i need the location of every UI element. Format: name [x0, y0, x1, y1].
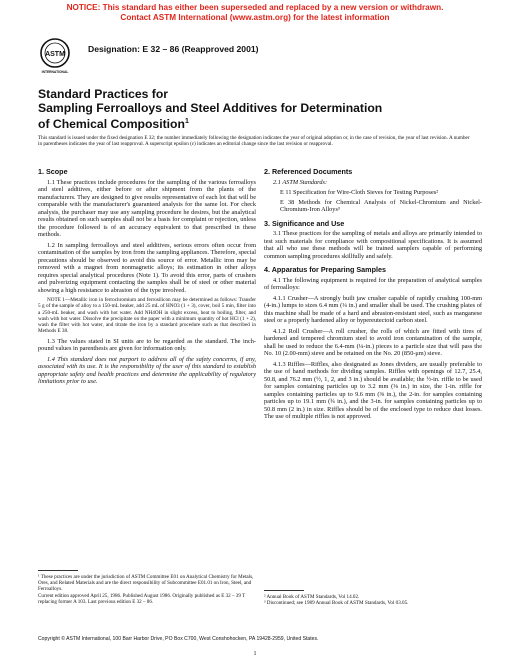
title-line-1: Standard Practices for	[38, 87, 169, 101]
svg-text:ASTM: ASTM	[45, 51, 65, 58]
section-1-heading: 1. Scope	[38, 167, 68, 176]
astm-logo	[38, 36, 72, 76]
footnote-rule-left	[38, 570, 78, 571]
footnote-2: ² Annual Book of ASTM Standards, Vol 14.02.	[264, 594, 360, 600]
footnotes-left	[38, 574, 256, 605]
page-number: 1	[253, 651, 257, 657]
para-4-1-3: 4.1.3 Riffles—Riffles, also designated as Jones dividers, are usually preferable to the use of hand methods for dividing samples. Riffles with openings of 12.7, 25.4, 50.8, and 76.2 mm (½, 1, 2, and 3 in.) should be available; the ½-in. riffle to be used for samples containing particles up to 3.2 mm (⅛ in.) in size, the 1-in. riffle for samples containing particles up to 9.6 mm (⅜ in.), the 2-in. for samples containing particles up to 19.1 mm (¾ in.), and the 3-in. for samples containing particles up to 50.8 mm (2 in.) in size. Riffles should be of the enclosed type to reduce dust losses. The use of multiple riffles is not approved.	[264, 360, 482, 420]
title-line-2: Sampling Ferroalloys and Steel Additives for Determination	[38, 100, 383, 115]
title-footnote-mark: 1	[184, 118, 189, 125]
para-1-4: 1.4 This standard does not purport to address all of the safety concerns, if any, associated with its use. It is the responsibility of the user of this standard to establish appropriate safety and health practices and determine the applicability of regulatory limitations prior to use.	[38, 355, 256, 386]
para-4-1: 4.1 The following equipment is required for the preparation of analytical samples of ferroalloys:	[264, 276, 482, 291]
right-column	[264, 168, 482, 424]
note-1: NOTE 1—Metallic iron in ferrochromium and ferrosilicon may be determined as follows: Transfer 5 g of the sample of alloy to a 150-mL beaker, add 25 mL of HNO3 (1 + 3), cover, boil 5 min, filter into a 250-mL beaker, and wash with hot water. Add NH4OH in slight excess, heat to boiling, filter, and wash with hot water. Dissolve the precipitate on the paper with a minimum quantity of hot HCl (1 + 2), wash the filter with hot water, and titrate the iron by a standard procedure such as that described in Methods E 38.	[38, 297, 256, 335]
para-2-1: 2.1 ASTM Standards:	[273, 178, 328, 186]
ref-e11: E 11 Specification for Wire-Cloth Sieves for Testing Purposes²	[280, 189, 439, 196]
section-4-heading: 4. Apparatus for Preparing Samples	[264, 265, 386, 274]
intro-text: This standard is issued under the fixed designation E 32; the number immediately following the designation indicates the year of original adoption or, in the case of revision, the year of last revision. A number in parentheses indicates the year of last reapproval. A superscript epsilon (ε) indicates an editorial change since the last revision or reapproval.	[38, 135, 470, 148]
section-2-heading: 2. Referenced Documents	[264, 167, 353, 176]
footnote-3: ³ Discontinued; see 1989 Annual Book of ASTM Standards, Vol 03.05.	[264, 600, 409, 607]
para-1-1: 1.1 These practices include procedures for the sampling of the various ferroalloys and steel additives, either before or after shipment from the plants of the manufacturers. They are designed to give results representative of each lot that will be comparable with the manufacturer's guaranteed analysis for the same lot. For check analysis, the purchaser may use any sampling procedure he desires, but the analytical results obtained on such samples shall not be a basis for complaint or rejection, unless the procedure followed is of an accuracy equivalent to that prescribed in these methods.	[38, 178, 256, 238]
title-line-3-text: of Chemical Composition	[38, 117, 185, 132]
para-1-3: 1.3 The values stated in SI units are to be regarded as the standard. The inch-pound values in parenthesis are given for information only.	[38, 337, 256, 353]
section-3-heading: 3. Significance and Use	[264, 218, 345, 228]
para-1-2: 1.2 In sampling ferroalloys and steel additives, serious errors often occur from contamination of the samples by iron from the sampling appliances. Therefore, special precautions should be observed to avoid this source of error. Metallic iron may be removed with a magnet from nonmagnetic alloys; its estimation in other alloys requires special analytical procedures (Note 1). To avoid this error, parts of crushers and pulverizing equipment contacting the samples shall be of steel or other material showing a high resistance to abrasion of the type involved.	[38, 241, 256, 294]
notice-banner	[0, 3, 510, 23]
footnote-rule-right	[264, 590, 304, 591]
title-line-3	[38, 115, 478, 132]
copyright: Copyright © ASTM International, 100 Barr Harbor Drive, PO Box C700, West Conshohocken, PA 19428-2959, United States.	[38, 636, 319, 642]
footnotes-right	[264, 594, 482, 606]
left-column	[38, 168, 256, 389]
notice-line-2: Contact ASTM International (www.astm.org) for the latest information	[120, 13, 390, 22]
ref-e38: E 38 Methods for Chemical Analysis of Nickel-Chromium and Nickel-Chromium-Iron Alloys³	[280, 198, 482, 213]
para-4-1-2: 4.1.2 Roll Crusher—A roll crusher, the rolls of which are fitted with tires of hardened and tempered chromium steel to avoid iron contamination of the sample, shall be used to reduce the 6.4-mm (¼-in.) pieces to a particle size that will pass the No. 10 (2.00-mm) sieve and be retained on the No. 20 (850-μm) sieve.	[264, 327, 482, 357]
footnote-1b: Current edition approved April 25, 1986. Published August 1986. Originally published as E 32 – 39 T replacing former A 103. Last previous edition E 32 – 86.	[38, 592, 246, 605]
designation: Designation: E 32 – 86 (Reapproved 2001)	[88, 44, 259, 54]
document-title	[38, 88, 478, 132]
footnote-1: ¹ These practices are under the jurisdiction of ASTM Committee E01 on Analytical Chemistry for Metals, Ores, and Related Materials and are the direct responsibility of Subcommittee E01.01 on Iron, Steel, and Ferroalloys.	[38, 574, 254, 593]
para-4-1-1: 4.1.1 Crusher—A strongly built jaw crusher capable of rapidly crushing 100-mm (4-in.) lumps to sizes 6.4 mm (¼ in.) and smaller shall be used. The crushing plates of this machine shall be made of a hard and abrasion-resistant steel, such as manganese steel or a properly hardened alloy or hypereutectoid carbon steel.	[264, 294, 482, 324]
notice-line-1: NOTICE: This standard has either been superseded and replaced by a new version or withdrawn.	[66, 3, 444, 12]
para-3-1: 3.1 These practices for the sampling of metals and alloys are primarily intended to test such materials for compliance with compositional specifications. It is assumed that all who use these methods will be trained samplers capable of performing common sampling procedures skillfully and safely.	[264, 230, 482, 260]
svg-text:INTERNATIONAL: INTERNATIONAL	[41, 70, 69, 74]
